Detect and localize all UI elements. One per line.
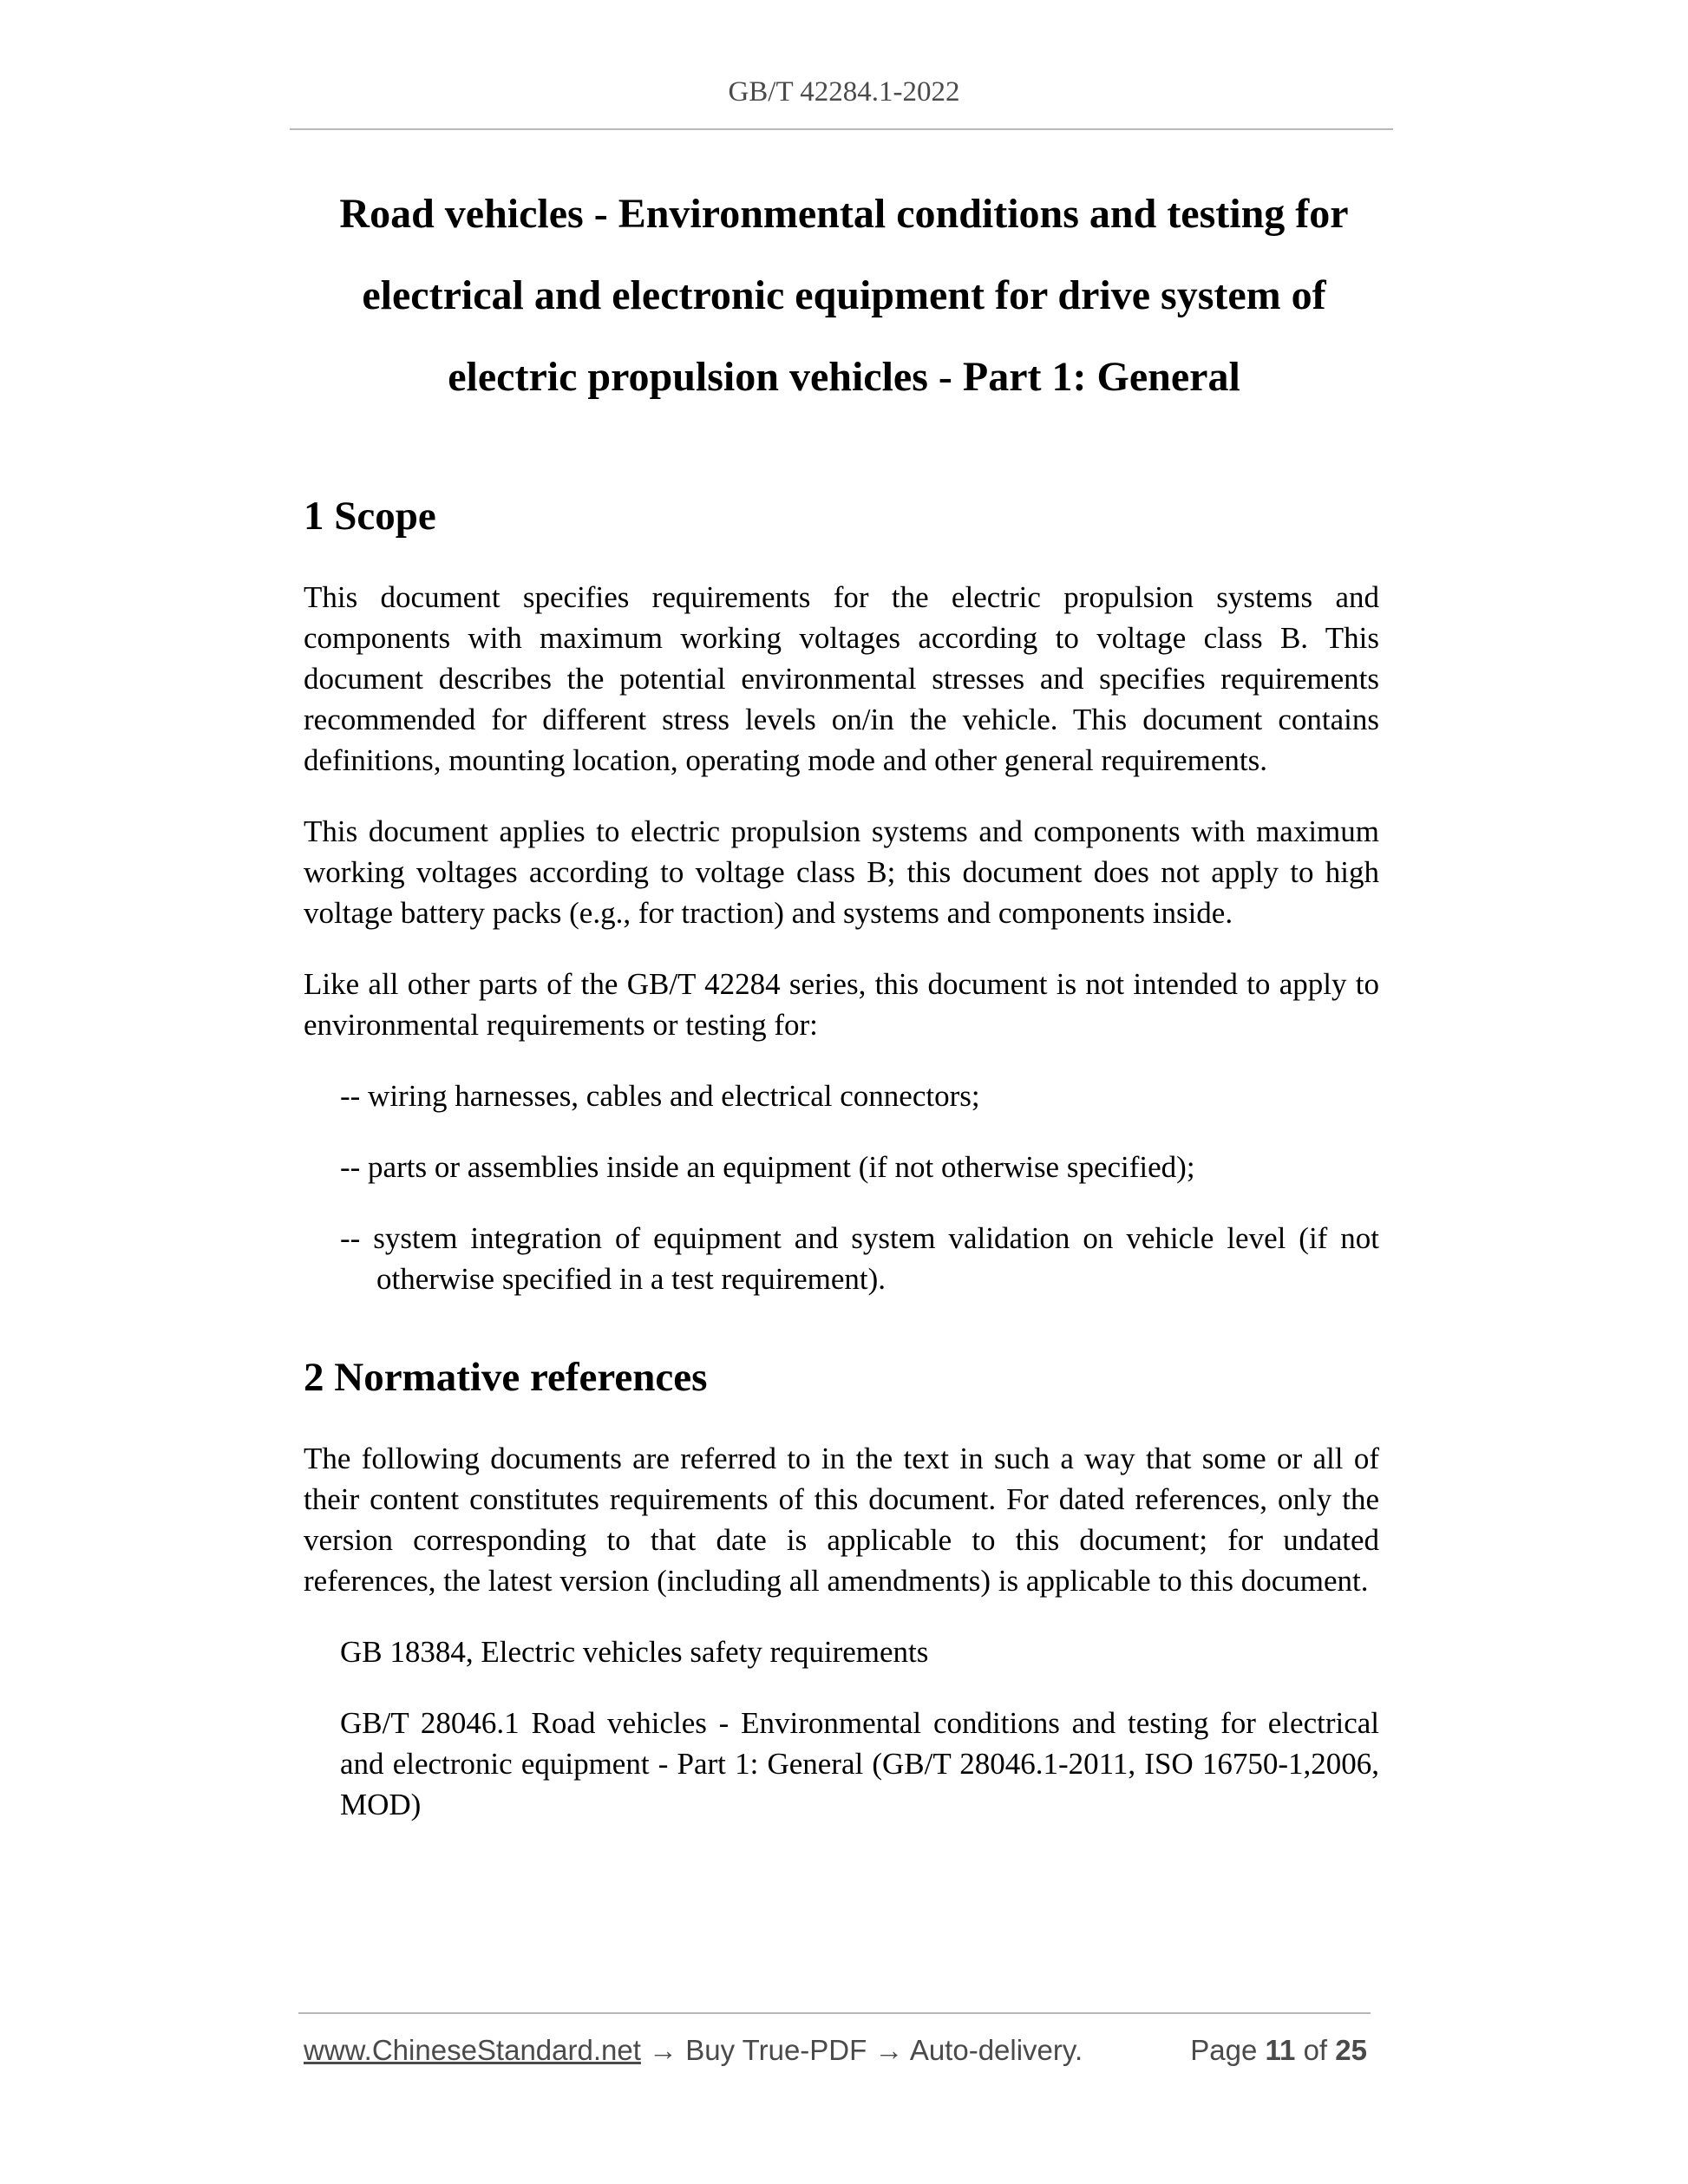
scope-paragraph-2: This document applies to electric propulsion systems and components with maximum working voltages according to voltage class B; this document does not apply to high voltage battery packs (e.g., for traction) and systems and components inside. <box>304 814 1379 930</box>
reference-item: GB/T 28046.1 Road vehicles - Environmental conditions and testing for electrical and electronic equipment - Part 1: General (GB/T 28046.1-2011, ISO 16750-1,2006, MOD) <box>340 1706 1379 1821</box>
page-footer <box>304 2034 1371 2067</box>
total-pages-number: 25 <box>1335 2034 1367 2066</box>
scope-exclusion-item: -- system integration of equipment and system validation on vehicle level (if not otherwise specified in a test requirement). <box>340 1221 1379 1296</box>
scope-exclusion-item: -- wiring harnesses, cables and electrical connectors; <box>340 1079 980 1113</box>
scope-heading: 1 Scope <box>304 494 436 539</box>
normative-references-heading: 2 Normative references <box>304 1355 708 1400</box>
normative-references-paragraph: The following documents are referred to in the text in such a way that some or all of their content constitutes requirements of this document. For dated references, only the version corresponding to that date is applicable to this document; for undated references, the latest version (including all amendments) is applicable to this document. <box>304 1442 1379 1598</box>
scope-paragraph-1: This document specifies requirements for the electric propulsion systems and components with maximum working voltages according to voltage class B. This document describes the potential environmental stresses and specifies requirements recommended for different stress levels on/in the vehicle. This document contains definitions, mounting location, operating mode and other general requirements. <box>304 580 1379 777</box>
footer-promo-text: → Buy True-PDF → Auto-delivery. <box>640 2034 1083 2066</box>
website-link[interactable]: www.ChineseStandard.net <box>304 2034 641 2066</box>
document-code-header: GB/T 42284.1-2022 <box>728 76 960 108</box>
document-title <box>295 173 1393 418</box>
title-line-3: electric propulsion vehicles - Part 1: General <box>448 354 1240 400</box>
title-line-1: Road vehicles - Environmental conditions and testing for <box>339 191 1349 237</box>
current-page-number: 11 <box>1265 2034 1296 2066</box>
footer-divider <box>298 2012 1371 2014</box>
reference-item: GB 18384, Electric vehicles safety requirements <box>340 1635 929 1669</box>
document-body <box>304 490 1379 1855</box>
of-label: of <box>1303 2034 1328 2066</box>
scope-exclusion-item: -- parts or assemblies inside an equipment (if not otherwise specified); <box>340 1150 1195 1184</box>
page-indicator <box>1190 2034 1367 2067</box>
title-line-2: electrical and electronic equipment for drive system of <box>362 272 1326 318</box>
header-divider <box>290 128 1393 130</box>
scope-paragraph-3: Like all other parts of the GB/T 42284 series, this document is not intended to apply to environmental requirements or testing for: <box>304 967 1379 1042</box>
page-label: Page <box>1190 2034 1258 2066</box>
